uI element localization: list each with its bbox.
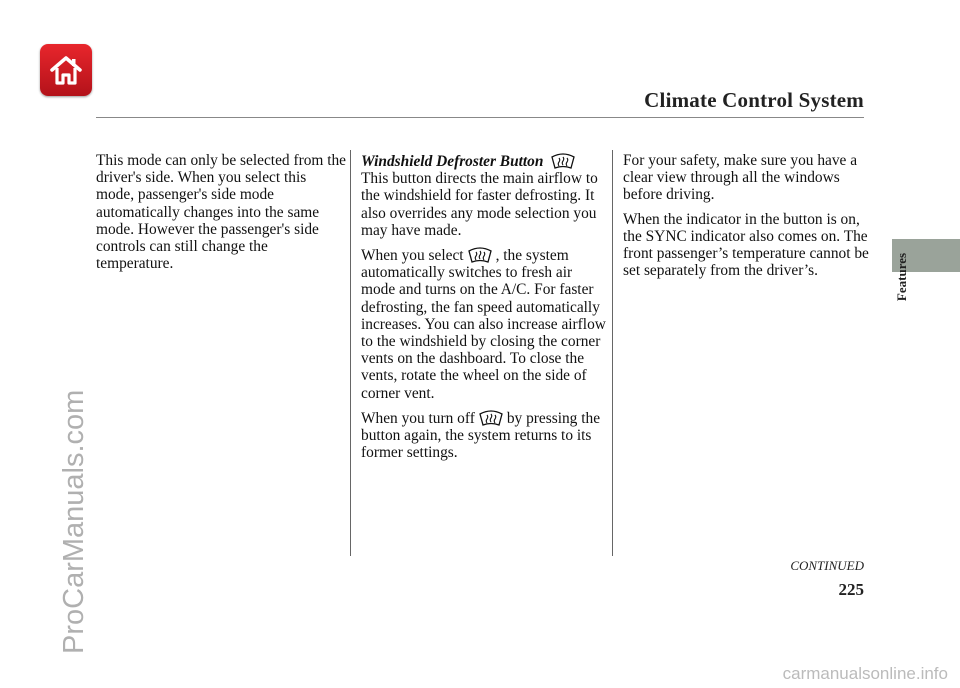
paragraph: This button directs the main airflow to the windshield for faster defrosting. It also overrides any mode selection you may have made.: [361, 170, 598, 239]
page-number: 225: [838, 580, 864, 599]
text-column-1: [96, 152, 346, 279]
text-column-3: [623, 152, 869, 286]
home-icon: [48, 53, 84, 87]
windshield-defroster-icon: [550, 152, 576, 169]
bottom-watermark: carmanualsonline.info: [782, 664, 948, 683]
side-watermark: ProCarManuals.com: [58, 389, 90, 654]
windshield-defroster-icon: [467, 246, 493, 263]
header-divider: [96, 117, 864, 118]
side-section-label: Features: [894, 252, 909, 302]
page-title: Climate Control System: [644, 88, 864, 112]
column-divider: [350, 150, 351, 556]
windshield-defroster-icon: [478, 409, 504, 426]
paragraph: For your safety, make sure you have a clear view through all the windows before driving.: [623, 152, 858, 204]
continued-label: CONTINUED: [790, 558, 864, 573]
paragraph: This mode can only be selected from the driver's side. When you select this mode, passenger's side mode automatically changes into the same mode. However the passenger's side controls can still change the temperature.: [96, 152, 347, 273]
section-heading: Windshield Defroster Button: [361, 152, 607, 170]
home-button[interactable]: [40, 44, 92, 96]
paragraph: When you select , the system automatically switches to fresh air mode and turns on the A/C. For faster defrosting, the fan speed automatically increases. You can also increase airflow to the windshield by closing the corner vents on the dashboard. To close the vents, rotate the wheel on the side of corner vent.: [361, 247, 606, 402]
paragraph: When the indicator in the button is on, the SYNC indicator also comes on. The front passenger’s temperature cannot be set separately from the driver’s.: [623, 210, 869, 280]
column-divider: [612, 150, 613, 556]
paragraph: When you turn off by pressing the button again, the system returns to its former settings.: [361, 409, 601, 462]
text-column-2: [361, 152, 607, 468]
